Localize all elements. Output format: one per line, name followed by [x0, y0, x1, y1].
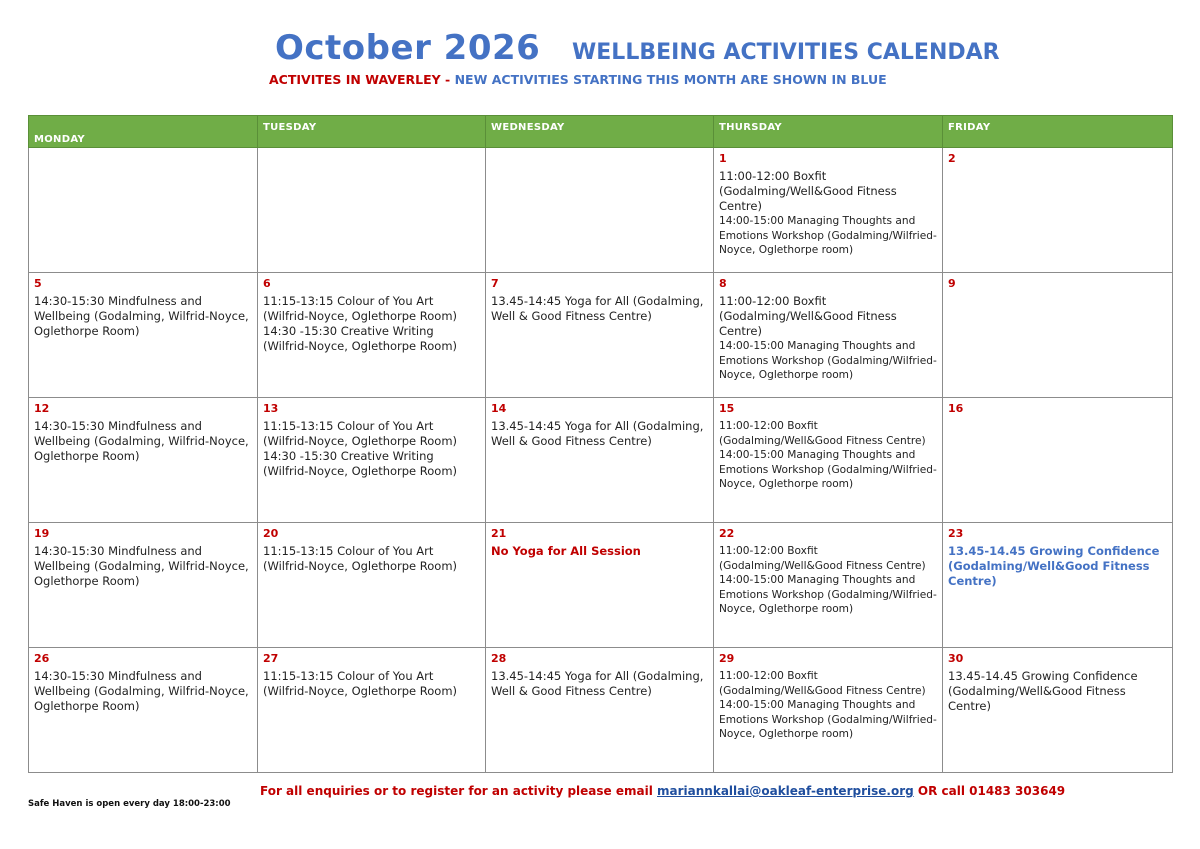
day-number: 8 — [719, 277, 727, 290]
day-cell-content — [719, 276, 937, 395]
day-cell — [714, 523, 943, 648]
activity-entry: 11:15-13:15 Colour of You Art (Wilfrid-Noyce, Oglethorpe Room) — [263, 294, 458, 323]
activity-entry: 11:15-13:15 Colour of You Art (Wilfrid-Noyce, Oglethorpe Room) — [263, 544, 458, 573]
week-row — [29, 398, 1173, 523]
day-cell — [29, 523, 258, 648]
day-cell — [29, 148, 258, 273]
activity-entry: 14:30-15:30 Mindfulness and Wellbeing (Godalming, Wilfrid-Noyce, Oglethorpe Room) — [34, 669, 249, 713]
day-cell-content — [263, 401, 480, 520]
day-cell-content — [263, 526, 480, 645]
day-number: 2 — [948, 152, 956, 165]
day-cell-content — [263, 151, 480, 270]
weekday-header: WEDNESDAY — [486, 116, 714, 148]
calendar-header — [0, 0, 1200, 115]
day-cell-content — [34, 276, 252, 395]
week-row — [29, 648, 1173, 773]
day-cell-content — [719, 401, 937, 520]
day-number: 16 — [948, 402, 964, 415]
day-number: 21 — [491, 527, 507, 540]
day-cell — [714, 148, 943, 273]
day-number: 13 — [263, 402, 279, 415]
day-cell-content — [34, 401, 252, 520]
day-cell-content — [34, 151, 252, 270]
day-number: 22 — [719, 527, 735, 540]
day-cell — [258, 398, 486, 523]
activity-entry: 14:00-15:00 Managing Thoughts and Emotions Workshop (Godalming/Wilfried-Noyce, Oglethorpe room) — [719, 449, 937, 491]
calendar-title: WELLBEING ACTIVITIES CALENDAR — [572, 40, 1000, 65]
day-cell — [943, 273, 1173, 398]
day-cell — [943, 148, 1173, 273]
activity-entry: 11:00-12:00 Boxfit (Godalming/Well&Good Fitness Centre) — [719, 420, 926, 447]
activity-entry: 13.45-14.45 Growing Confidence (Godalming/Well&Good Fitness Centre) — [948, 669, 1138, 713]
day-cell-content — [719, 526, 937, 645]
day-number: 6 — [263, 277, 271, 290]
day-number: 29 — [719, 652, 735, 665]
day-cell-content — [948, 151, 1167, 270]
activity-entry: 13.45-14:45 Yoga for All (Godalming, Well & Good Fitness Centre) — [491, 294, 704, 323]
activity-entry: 14:30-15:30 Mindfulness and Wellbeing (Godalming, Wilfrid-Noyce, Oglethorpe Room) — [34, 294, 249, 338]
week-row — [29, 523, 1173, 648]
day-cell — [486, 148, 714, 273]
activity-entry: No Yoga for All Session — [491, 544, 641, 558]
day-cell-content — [948, 276, 1167, 395]
day-cell-content — [263, 276, 480, 395]
weekday-header: FRIDAY — [943, 116, 1173, 148]
day-cell — [714, 398, 943, 523]
calendar-subtitle — [269, 72, 887, 87]
day-cell — [486, 398, 714, 523]
activity-entry: 14:30-15:30 Mindfulness and Wellbeing (Godalming, Wilfrid-Noyce, Oglethorpe Room) — [34, 419, 249, 463]
day-number: 26 — [34, 652, 50, 665]
month-title: October 2026 — [275, 28, 541, 68]
activity-entry: 14:30-15:30 Mindfulness and Wellbeing (Godalming, Wilfrid-Noyce, Oglethorpe Room) — [34, 544, 249, 588]
day-cell — [486, 273, 714, 398]
day-cell — [258, 648, 486, 773]
activity-entry: 11:00-12:00 Boxfit (Godalming/Well&Good Fitness Centre) — [719, 545, 926, 572]
day-cell — [943, 523, 1173, 648]
day-number: 19 — [34, 527, 50, 540]
activity-entry: 13.45-14.45 Growing Confidence (Godalming/Well&Good Fitness Centre) — [948, 544, 1160, 588]
day-cell-content — [491, 526, 708, 645]
activity-entry: 11:00-12:00 Boxfit (Godalming/Well&Good Fitness Centre) — [719, 169, 897, 213]
day-number: 28 — [491, 652, 507, 665]
footer-phone-text: OR call 01483 303649 — [917, 784, 1066, 798]
day-number: 30 — [948, 652, 964, 665]
activity-entry: 14:00-15:00 Managing Thoughts and Emotions Workshop (Godalming/Wilfried-Noyce, Oglethorpe room) — [719, 574, 937, 616]
week-row — [29, 273, 1173, 398]
day-cell — [714, 273, 943, 398]
day-cell-content — [948, 526, 1167, 645]
day-cell-content — [34, 526, 252, 645]
day-cell — [943, 398, 1173, 523]
day-cell-content — [491, 276, 708, 395]
day-cell-content — [491, 151, 708, 270]
activity-entry: 13.45-14:45 Yoga for All (Godalming, Well & Good Fitness Centre) — [491, 669, 704, 698]
day-number: 12 — [34, 402, 50, 415]
activity-entry: 11:00-12:00 Boxfit (Godalming/Well&Good Fitness Centre) — [719, 294, 897, 338]
weekday-header-row — [29, 116, 1173, 148]
activity-entry: 14:00-15:00 Managing Thoughts and Emotions Workshop (Godalming/Wilfried-Noyce, Oglethorpe room) — [719, 340, 937, 382]
day-cell-content — [719, 151, 937, 270]
day-cell — [29, 398, 258, 523]
day-number: 5 — [34, 277, 42, 290]
activity-entry: 11:00-12:00 Boxfit (Godalming/Well&Good Fitness Centre) — [719, 670, 926, 697]
day-cell-content — [948, 401, 1167, 520]
day-cell — [714, 648, 943, 773]
day-cell — [29, 648, 258, 773]
day-cell-content — [34, 651, 252, 770]
weekday-header: THURSDAY — [714, 116, 943, 148]
calendar-table — [28, 115, 1173, 773]
weekday-header: TUESDAY — [258, 116, 486, 148]
safe-haven-note: Safe Haven is open every day 18:00-23:00 — [28, 799, 231, 809]
day-cell-content — [719, 651, 937, 770]
weekday-header: MONDAY — [29, 116, 258, 148]
day-number: 9 — [948, 277, 956, 290]
day-number: 27 — [263, 652, 279, 665]
activity-entry: 11:15-13:15 Colour of You Art (Wilfrid-Noyce, Oglethorpe Room) — [263, 419, 458, 448]
day-number: 15 — [719, 402, 735, 415]
activity-entry: 14:30 -15:30 Creative Writing (Wilfrid-Noyce, Oglethorpe Room) — [263, 324, 458, 353]
subtitle-new-activities-note: NEW ACTIVITIES STARTING THIS MONTH ARE SHOWN IN BLUE — [454, 72, 887, 87]
day-number: 14 — [491, 402, 507, 415]
activity-entry: 13.45-14:45 Yoga for All (Godalming, Well & Good Fitness Centre) — [491, 419, 704, 448]
day-cell — [943, 648, 1173, 773]
subtitle-area: ACTIVITES IN WAVERLEY - — [269, 72, 451, 87]
activity-entry: 14:00-15:00 Managing Thoughts and Emotions Workshop (Godalming/Wilfried-Noyce, Oglethorpe room) — [719, 215, 937, 257]
activity-entry: 14:30 -15:30 Creative Writing (Wilfrid-Noyce, Oglethorpe Room) — [263, 449, 458, 478]
contact-email-link[interactable]: mariannkallai@oakleaf-enterprise.org — [657, 784, 914, 798]
footer-text: For all enquiries or to register for an activity please email — [260, 784, 653, 798]
day-cell-content — [491, 651, 708, 770]
day-cell — [486, 523, 714, 648]
day-number: 23 — [948, 527, 964, 540]
activity-entry: 11:15-13:15 Colour of You Art (Wilfrid-Noyce, Oglethorpe Room) — [263, 669, 458, 698]
day-cell-content — [948, 651, 1167, 770]
day-cell — [258, 148, 486, 273]
enquiry-footer — [260, 784, 1065, 798]
day-number: 7 — [491, 277, 499, 290]
day-number: 1 — [719, 152, 727, 165]
activity-entry: 14:00-15:00 Managing Thoughts and Emotions Workshop (Godalming/Wilfried-Noyce, Oglethorpe room) — [719, 699, 937, 741]
day-cell-content — [263, 651, 480, 770]
day-cell — [258, 523, 486, 648]
week-row — [29, 148, 1173, 273]
day-number: 20 — [263, 527, 279, 540]
day-cell — [258, 273, 486, 398]
day-cell — [486, 648, 714, 773]
day-cell-content — [491, 401, 708, 520]
day-cell — [29, 273, 258, 398]
